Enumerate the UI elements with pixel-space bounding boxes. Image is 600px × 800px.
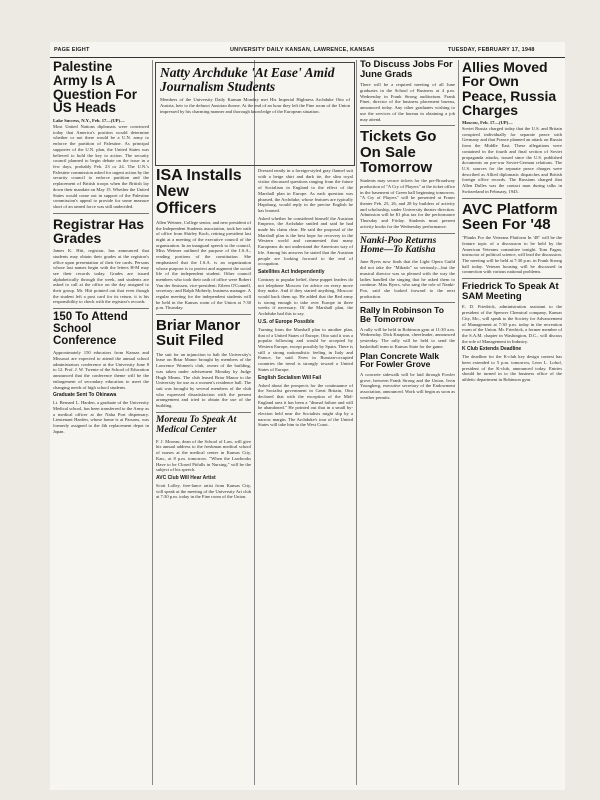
avc-platform-body: "Planks For the Veterans Platform In '48" will be the feature topic of a discussion to be held by the American Veterans committee tonight. Tom Fagan, instructor of political science, will lead the discussion. The meeting will be held at 7:30 p.m. in Frank Strong hall today. Veteran housing will be discussed in connection with various national problems. xyxy=(462,235,562,275)
palestine-headline: Palestine Army Is A Question For US Heads xyxy=(53,60,137,116)
story-divider xyxy=(53,213,149,214)
satellites-body: Contrary to popular belief, these puppet leaders do not telephone Moscow for advice on every move they make. And if they started anything, Moscow would back them up. He added that the Red army is strong enough to take over Europe in three weeks if necessary. Of the Marshall plan, the Archduke had this to say. xyxy=(258,276,353,317)
column-1 xyxy=(53,60,149,785)
registrar-headline: Registrar Has Grades xyxy=(53,215,145,246)
nanki-headline: Nanki-Poo Returns Home—To Katisha xyxy=(360,235,437,256)
archduke-body: Members of the University Daily Kansan Monday met His Imperial Highness Archduke Otto of Austria, heir to the defunct Austrian throne. At the end of an hour they left the Fine room of the Union impressed by his charming manner and thorough knowledge of the European situation. xyxy=(160,97,350,114)
rally-headline: Rally In Robinson To Be Tomorrow xyxy=(360,305,444,325)
kclub-subhead: K Club Extends Deadline xyxy=(462,346,522,353)
school-headline: 150 To Attend School Conference xyxy=(53,311,128,347)
archduke-story-box xyxy=(155,62,355,166)
graduate-subhead: Graduate Sent To Okinawa xyxy=(53,392,117,399)
walk-body: A concrete sidewalk will be laid through Fowler grove, between Frank Strong and the Union, Irvin Youngberg, executive secretary of the Endowment association, announced. Work will begin as soon as weather permits. xyxy=(360,371,455,400)
allies-headline: Allies Moved For Own Peace, Russia Charges xyxy=(462,60,557,118)
column-2 xyxy=(156,168,251,785)
story-divider xyxy=(462,198,562,199)
page-number: PAGE EIGHT xyxy=(54,47,90,53)
friedrick-body: E. D. Friedrick, administration assistant to the president of the Spencer Chemical company, Kansas City, Mo., will speak to the Society for Advancement of Management at 7:30 p.m. today in the recreation room of the Union. Mr. Friedrick, a former member of the S.A.M. chapter in Washington, D.C., will discuss the role of Management in Industry. xyxy=(462,304,562,344)
archduke-continued-body: Dressed neatly in a foreign-styled gray flannel suit with a beige shirt and dark tie, the slim royal visitor discussed questions ranging from the future of Socialism in England to the effect of the Marshall plan in Europe. As each question was phrased, the Archduke, whose features are typically Hapsburg, would reply in the precise English he has learned. xyxy=(258,168,353,213)
briar-body: The suit for an injunction to halt the University's lease on Briar Manor brought by members of the Lawrence Women's club, owner of the building, was taken under advisement Monday by Judge Hugh Means. The club leased Briar Manor to the University for use as a women's residence hall. The suit was brought by several members of the club who expressed dissatisfaction with the present arrangement and tried to obtain the use of the building. xyxy=(156,351,251,409)
story-divider xyxy=(360,233,455,234)
avc-club-body: Scott Lolley, free-lance artist from Kansas City, will speak at the meeting of the University Art club at 7:30 p.m. today in the Fine room of the Union. xyxy=(156,482,251,500)
satellites-subhead: Satellites Act Independently xyxy=(258,268,325,275)
story-divider xyxy=(360,125,455,126)
graduate-body: Lt. Bernard L. Harden, a graduate of the University Medical school, has been transferred to the Army as a medical officer at the Naha Port dispensary. Lieutenant Harden, whose home is at Parsons, was formerly assigned to the 4th replacement depot in Japan. xyxy=(53,400,149,434)
archduke-headline: Natty Archduke 'At Ease' Amid Journalism Students xyxy=(160,65,335,95)
masthead-rule xyxy=(50,57,565,58)
column-5 xyxy=(462,60,562,785)
us-europe-subhead: U.S. of Europe Possible xyxy=(258,318,315,325)
column-divider xyxy=(356,60,357,785)
jobs-headline: To Discuss Jobs For June Grads xyxy=(360,60,453,80)
issue-date: TUESDAY, FEBRUARY 17, 1948 xyxy=(448,47,535,53)
walk-headline: Plan Concrete Walk For Fowler Grove xyxy=(360,350,440,370)
paper-title: UNIVERSITY DAILY KANSAN, LAWRENCE, KANSAS xyxy=(230,47,375,53)
allies-dateline: Moscow, Feb. 17—(UP)— xyxy=(462,120,513,126)
registrar-body: James K. Hitt, registrar, has announced that students may obtain their grades at the registrar's office upon presentation of their fee cards. Persons whose last names begin with the letters H-M may see their records today. Grades are issued alphabetically through the week, and students are asked to call at the office on the day assigned to their group. Mr. Hitt pointed out that even though the student left a post card for its return, it is his responsibility to check with the registrar's records. xyxy=(53,248,149,305)
palestine-body: Most United Nations diplomats were convinced today that America's position would determine whether or not there would be a U.N. army to enforce the partition of Palestine. As principal supporter of the U.N. plan, the United States was believed to hold the key to action. The security council planned to begin debate on the issue in a few days, probably Feb. 23 or 24. The U.N.'s Palestine commission asked for urgent action by the security council to enforce partition and the replacement of British troops when the British lay down their mandate on May 15. Whether the United States would come out in support of the Palestine commission's appeal to provide for some measure short of an armed force was still undecided. xyxy=(53,124,149,209)
rally-body: A rally will be held in Robinson gym at 11:30 a.m. Wednesday. Dick Knapton, cheerleader, announced yesterday. The rally will be held to send the basketball team to Kansas State for the game. xyxy=(360,326,455,349)
column-divider xyxy=(254,60,255,785)
column-4 xyxy=(360,60,455,785)
tickets-body: Students may secure tickets for the pre-Broadway production of "A Cry of Players" at the ticket office in the basement of Green hall beginning tomorrow. "A Cry of Players" will be presented at Fraser theater Feb. 25, 26, and 28 by builders of activity and scholarship, under University theater direction. Admission will be $1 plus tax for the performance Thursday and Friday. Students must present activity books for the Wednesday performance. xyxy=(360,178,455,229)
newspaper-page xyxy=(50,42,565,790)
avc-club-subhead: AVC Club Will Hear Artist xyxy=(156,474,216,481)
socialism-body: Asked about the prospects for the continuance of the Socialist government in Great Britain, Otto declared that with the exception of the Mid-England area it has been a "dismal failure and will be abandoned." He pointed out that in a small by-election held near the Socialists might slip by a narrow margin. The Archduke's tour of the United States will take him to the West Coast. xyxy=(258,382,353,428)
briar-headline: Briar Manor Suit Filed xyxy=(156,317,241,350)
moreau-headline: Moreau To Speak At Medical Center xyxy=(156,414,237,435)
story-divider xyxy=(156,314,251,315)
column-divider xyxy=(152,60,153,785)
masthead xyxy=(50,47,565,57)
isa-body: Allen Weimer, College senior, and new president of the Independent Students association, took her oath of office from Shirley Koch, retiring president last night at a meeting of the executive council of the organization. In an inaugural speech to the council, Miss Weimer outlined the purpose of the I.S.A., reading portions of the constitution. She emphasized that the I.S.A. is an organization whose purpose is to protect and augment the social life of the independent student. Other council members who took their oath of office were Robert Van der Smissen, vice-president; Eileen O'Connell, secretary; and Ralph Moberly, business manager. A regular meeting for the independent students will be held in the Kansas room of the Union at 7:30 p.m. Thursday. xyxy=(156,219,251,311)
story-divider xyxy=(156,412,251,413)
friedrick-headline: Friedrick To Speak At SAM Meeting xyxy=(462,281,559,302)
avc-platform-headline: AVC Platform Seen For '48 xyxy=(462,200,558,233)
tickets-headline: Tickets Go On Sale Tomorrow xyxy=(360,128,437,176)
nanki-body: June Byers now finds that the Light Opera Guild did not take the "Mikado" so seriously—but the musical director was so pleased with the way the ladies handled the singing that he asked them to continue. Miss Byers, who sang the role of Nanki-Poo, said she looked forward to the next production. xyxy=(360,259,455,299)
story-divider xyxy=(360,302,455,303)
moreau-body: F. J. Moreau, dean of the School of Law, will give his annual address to the freshman medical school of nurses at the medical center in Kansas City, Kan., at 8 p.m. tomorrow. "When the Lawbooks Have to be Closed Pitfalls in Nursing," will be the subject of his speech. xyxy=(156,438,251,473)
kclub-body: The deadline for the K-club key design contest has been extended to 5 p.m. tomorrow, Leon L. Lohof, president of the K-club, announced today. Entries should be turned in to the business office of the athletic department in Robinson gym. xyxy=(462,354,562,383)
palestine-dateline: Lake Success, N.Y., Feb. 17—(UP)— xyxy=(53,118,125,124)
story-divider xyxy=(53,308,149,309)
allies-body: Soviet Russia charged today that the U.S. and Britain conspired individually for separate peace with Germany and that France planned an attack on Russia from the Middle East. These allegations were contained in the fourth and final section of Soviet propaganda attacks, issued since the U.S. published documents on pre-war Soviet-German relations. The U.S. sources for the separate peace charges were described as Allied diplomatic dispatches and British foreign office records. The Russians charged that Allen Dulles was the contact man during talks in Switzerland in February, 1943. xyxy=(462,126,562,194)
story-divider xyxy=(462,278,562,279)
europe-body: Asked whether he considered himself the Austrian Emperor, the Archduke smiled and said he had made his claim clear. He said the proposal of the Marshall plan is the best hope for recovery in the Western world and commented that many Europeans do not understand the American way of life. Among his answers he stated that the Austrian people are looking forward to the end of occupation. xyxy=(258,215,353,267)
jobs-body: There will be a required meeting of all June graduates in the School of Business at 4 p.m. Wednesday in Frank Strong auditorium. Frank Pinet, director of the business placement bureau, announced today. Any other graduates wishing to use the services of the bureau in obtaining a job may attend. xyxy=(360,82,455,122)
school-body: Approximately 150 educators from Kansas and Missouri are expected to attend the annual school administrators conference at the University June 8 to 12. Prof. J. W. Twente of the School of Education announced that the conference theme will be the enlargement of secondary education to meet the changing needs of high school students. xyxy=(53,350,149,390)
us-europe-body: Turning from the Marshall plan to another plan, that of a United States of Europe, Otto said it was a popular following and would be accepted by Western Europe, except possibly by Spain. There is still a strong nationalistic feeling in Italy and France, he said. Even in Russian-occupied countries the trend is strongly toward a United States of Europe. xyxy=(258,326,353,372)
column-3 xyxy=(258,168,353,785)
isa-headline: ISA Installs New Officers xyxy=(156,168,242,217)
socialism-subhead: English Socialism Will Fail xyxy=(258,374,322,381)
column-divider xyxy=(458,60,459,785)
